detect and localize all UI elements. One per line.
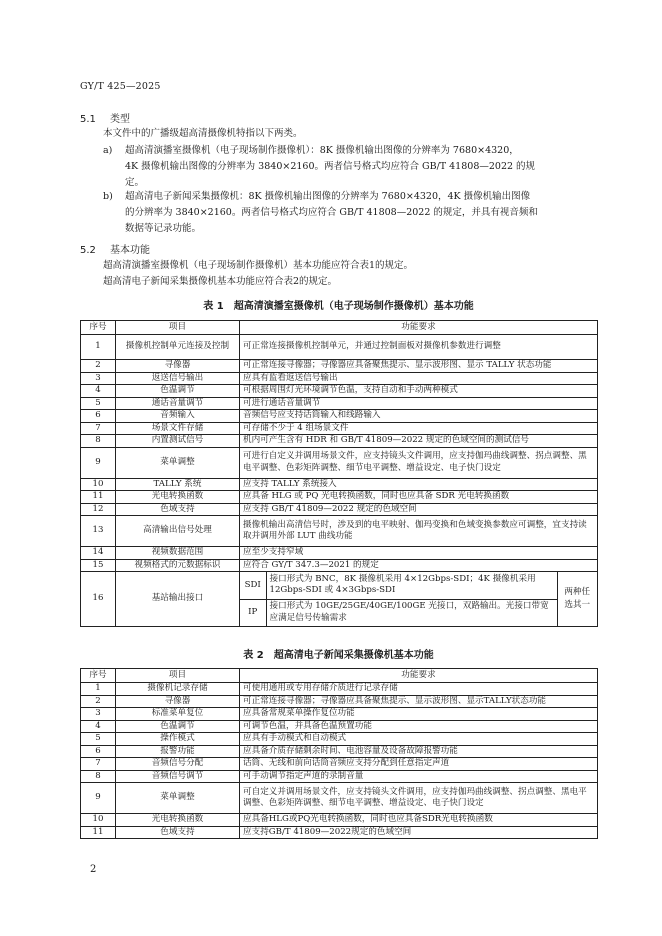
section-title: 类型 [110,114,130,125]
table-row [81,491,598,504]
row-no: 4 [81,720,116,733]
row-item: 基站输出接口 [116,572,240,627]
row-requirement: 摄像机输出高清信号时，涉及到的电平映射、伽玛变换和色域变换参数应可调整，宜支持读取并调用外部 LUT 曲线功能 [240,516,598,547]
row-item: 摄像机控制单元连接及控制 [116,335,240,360]
row-requirement: 应具有监看返送信号输出 [240,372,598,385]
row-item: 视频格式的元数据标识 [116,559,240,572]
row-item: 光电转换函数 [116,491,240,504]
table-row [81,572,598,627]
row-item: 菜单调整 [116,447,240,478]
section-5-1-intro: 本文件中的广播级超高清摄像机特指以下两类。 [103,128,303,139]
table-row [81,435,598,448]
table-1-caption: 表 1 超高清演播室摄像机（电子现场制作摄像机）基本功能 [203,301,474,312]
row-item: 色域支持 [116,503,240,516]
row-no: 1 [81,683,116,696]
header-item: 项目 [116,321,240,335]
row-item: 操作模式 [116,733,240,746]
row-no: 5 [81,397,116,410]
row-requirement [240,572,598,627]
table-row [81,360,598,373]
row-item: 返送信号输出 [116,372,240,385]
row-requirement: 应具有手动模式和自动模式 [240,733,598,746]
ip-text: 接口形式为 10GE/25GE/40GE/100GE 光接口，双路输出。光接口带宽应满足信号传输需求 [266,599,557,626]
table-row [81,733,598,746]
row-requirement: 可正常连接寻像器；寻像器应具备聚焦提示、显示波形图、显示TALLY状态功能 [240,695,598,708]
row-no: 5 [81,733,116,746]
row-item: 光电转换函数 [116,814,240,827]
row-no: 3 [81,372,116,385]
header-requirement: 功能要求 [240,321,598,335]
row-no: 6 [81,745,116,758]
row-item: 高清输出信号处理 [116,516,240,547]
row-item: 摄像机记录存储 [116,683,240,696]
section-5-2-para2: 超高清电子新闻采集摄像机基本功能应符合表2的规定。 [103,276,338,287]
row-requirement: 可手动调节指定声道的录制音量 [240,770,598,783]
row-item: 报警功能 [116,745,240,758]
table-row [81,783,598,814]
table-row [81,447,598,478]
row-requirement: 应符合 GY/T 347.3—2021 的规定 [240,559,598,572]
table-row [81,814,598,827]
list-item-line: 数据等记录功能。 [125,223,202,234]
row-requirement: 可使用通用或专用存储介质进行记录存储 [240,683,598,696]
row-item: 色温调节 [116,720,240,733]
list-label-a: a) [103,145,113,156]
table-row [81,478,598,491]
section-number: 5.2 [80,245,96,256]
list-item-line: 超高清电子新闻采集摄像机：8K 摄像机输出图像的分辨率为 7680×4320，4K 摄像机输出图像 [125,191,531,202]
row-item: 视频数据范围 [116,547,240,560]
row-requirement: 可进行通话音量调节 [240,397,598,410]
table-2-caption: 表 2 超高清电子新闻采集摄像机基本功能 [243,650,434,661]
row-no: 9 [81,447,116,478]
row-no: 4 [81,385,116,398]
row-requirement: 可调节色温，并具备色温预置功能 [240,720,598,733]
row-requirement: 应具备常规菜单操作复位功能 [240,708,598,721]
list-item-b [125,189,553,237]
table-row [81,559,598,572]
row-item: 寻像器 [116,360,240,373]
row-no: 3 [81,708,116,721]
table-row [81,422,598,435]
row-requirement: 应具备介质存储剩余时间、电池容量及设备故障报警功能 [240,745,598,758]
table-row [81,720,598,733]
row-requirement: 应具备 HLG 或 PQ 光电转换函数，同时也应具备 SDR 光电转换函数 [240,491,598,504]
row-item: 色域支持 [116,826,240,839]
table-2-caption-wrap [80,646,597,661]
section-number: 5.1 [80,114,96,125]
row-no: 6 [81,410,116,423]
row-item: 音频信号分配 [116,758,240,771]
row-item: 通话音量调节 [116,397,240,410]
row-item: TALLY 系统 [116,478,240,491]
list-item-a [125,143,553,191]
row-requirement: 应支持GB/T 41809—2022规定的色域空间 [240,826,598,839]
ip-label: IP [240,599,266,626]
row-no: 10 [81,814,116,827]
row-item: 菜单调整 [116,783,240,814]
row-item: 音频信号调节 [116,770,240,783]
row-requirement: 应具备HLG或PQ光电转换函数，同时也应具备SDR光电转换函数 [240,814,598,827]
row-no: 12 [81,503,116,516]
header-no: 序号 [81,669,116,683]
table-row [81,397,598,410]
row-no: 7 [81,758,116,771]
list-label-b: b) [103,191,113,202]
table-header-row [81,669,598,683]
row-requirement: 应支持 GB/T 41809—2022 规定的色域空间 [240,503,598,516]
table-row [81,385,598,398]
row-requirement: 应至少支持窄域 [240,547,598,560]
row-no: 14 [81,547,116,560]
document-id: GY/T 425—2025 [80,81,161,92]
table-row [81,516,598,547]
table-row [81,826,598,839]
row-item: 色温调节 [116,385,240,398]
row-item: 标准菜单复位 [116,708,240,721]
sdi-label: SDI [240,572,266,599]
interface-subtable [240,572,597,626]
row-no: 11 [81,491,116,504]
list-item-line: 的分辨率为 3840×2160。两者信号格式均应符合 GB/T 41808—2022 的规定，并具有视音频和 [125,207,538,218]
row-no: 9 [81,783,116,814]
interface-choice: 两种任选其一 [557,572,597,626]
header-item: 项目 [116,669,240,683]
table-row [81,335,598,360]
table-header-row [81,321,598,335]
row-requirement: 话筒、无线和前向话筒音频应支持分配到任意指定声道 [240,758,598,771]
row-requirement: 可根据周围灯光环境调节色温，支持自动和手动两种模式 [240,385,598,398]
table-row [81,708,598,721]
section-5-1-heading [80,110,130,125]
table-row [81,410,598,423]
row-requirement: 机内可产生含有 HDR 和 GB/T 41809—2022 规定的色域空间的测试信号 [240,435,598,448]
header-requirement: 功能要求 [240,669,598,683]
table-row [81,683,598,696]
section-5-2-heading [80,241,150,256]
row-item: 寻像器 [116,695,240,708]
row-item: 音频输入 [116,410,240,423]
sdi-text: 接口形式为 BNC，8K 摄像机采用 4×12Gbps-SDI；4K 摄像机采用 12Gbps-SDI 或 4×3Gbps-SDI [266,572,557,599]
table-2 [80,668,598,839]
row-requirement: 可自定义并调用场景文件，应支持镜头文件调用，应支持伽玛曲线调整、拐点调整、黑电平调整、色彩矩阵调整、细节电平调整、增益设定、电子快门设定 [240,783,598,814]
page-number: 2 [90,864,97,875]
list-item-line: 超高清演播室摄像机（电子现场制作摄像机）：8K 摄像机输出图像的分辨率为 7680×4320， [125,145,519,156]
header-no: 序号 [81,321,116,335]
row-no: 2 [81,695,116,708]
table-row [81,695,598,708]
row-no: 11 [81,826,116,839]
section-title: 基本功能 [110,245,150,256]
ip-row [240,599,597,626]
sdi-row [240,572,597,599]
row-no: 1 [81,335,116,360]
list-item-line: 4K 摄像机输出图像的分辨率为 3840×2160。两者信号格式均应符合 GB/T 41808—2022 的规 [125,161,536,172]
table-row [81,503,598,516]
row-no: 8 [81,770,116,783]
row-requirement: 可存储不少于 4 组场景文件 [240,422,598,435]
row-no: 13 [81,516,116,547]
table-row [81,770,598,783]
row-requirement: 可进行自定义并调用场景文件，应支持镜头文件调用，应支持伽玛曲线调整、拐点调整、黑电平调整、色彩矩阵调整、细节电平调整、增益设定、电子快门设定 [240,447,598,478]
row-requirement: 可正常连接寻像器；寻像器应具备聚焦提示、显示波形图、显示 TALLY 状态功能 [240,360,598,373]
table-row [81,745,598,758]
list-item-line: 定。 [125,177,145,188]
row-item: 内置测试信号 [116,435,240,448]
row-requirement: 音频信号应支持话筒输入和线路输入 [240,410,598,423]
table-row [81,372,598,385]
row-no: 7 [81,422,116,435]
table-row [81,547,598,560]
row-no: 15 [81,559,116,572]
table-row [81,758,598,771]
row-no: 8 [81,435,116,448]
table-1 [80,320,598,627]
row-no: 2 [81,360,116,373]
row-requirement: 应支持 TALLY 系统接入 [240,478,598,491]
row-item: 场景文件存储 [116,422,240,435]
row-no: 16 [81,572,116,627]
table-1-caption-wrap [80,297,597,312]
section-5-2-para1: 超高清演播室摄像机（电子现场制作摄像机）基本功能应符合表1的规定。 [103,260,414,271]
row-no: 10 [81,478,116,491]
row-requirement: 可正常连接摄像机控制单元，并通过控制面板对摄像机参数进行调整 [240,335,598,360]
